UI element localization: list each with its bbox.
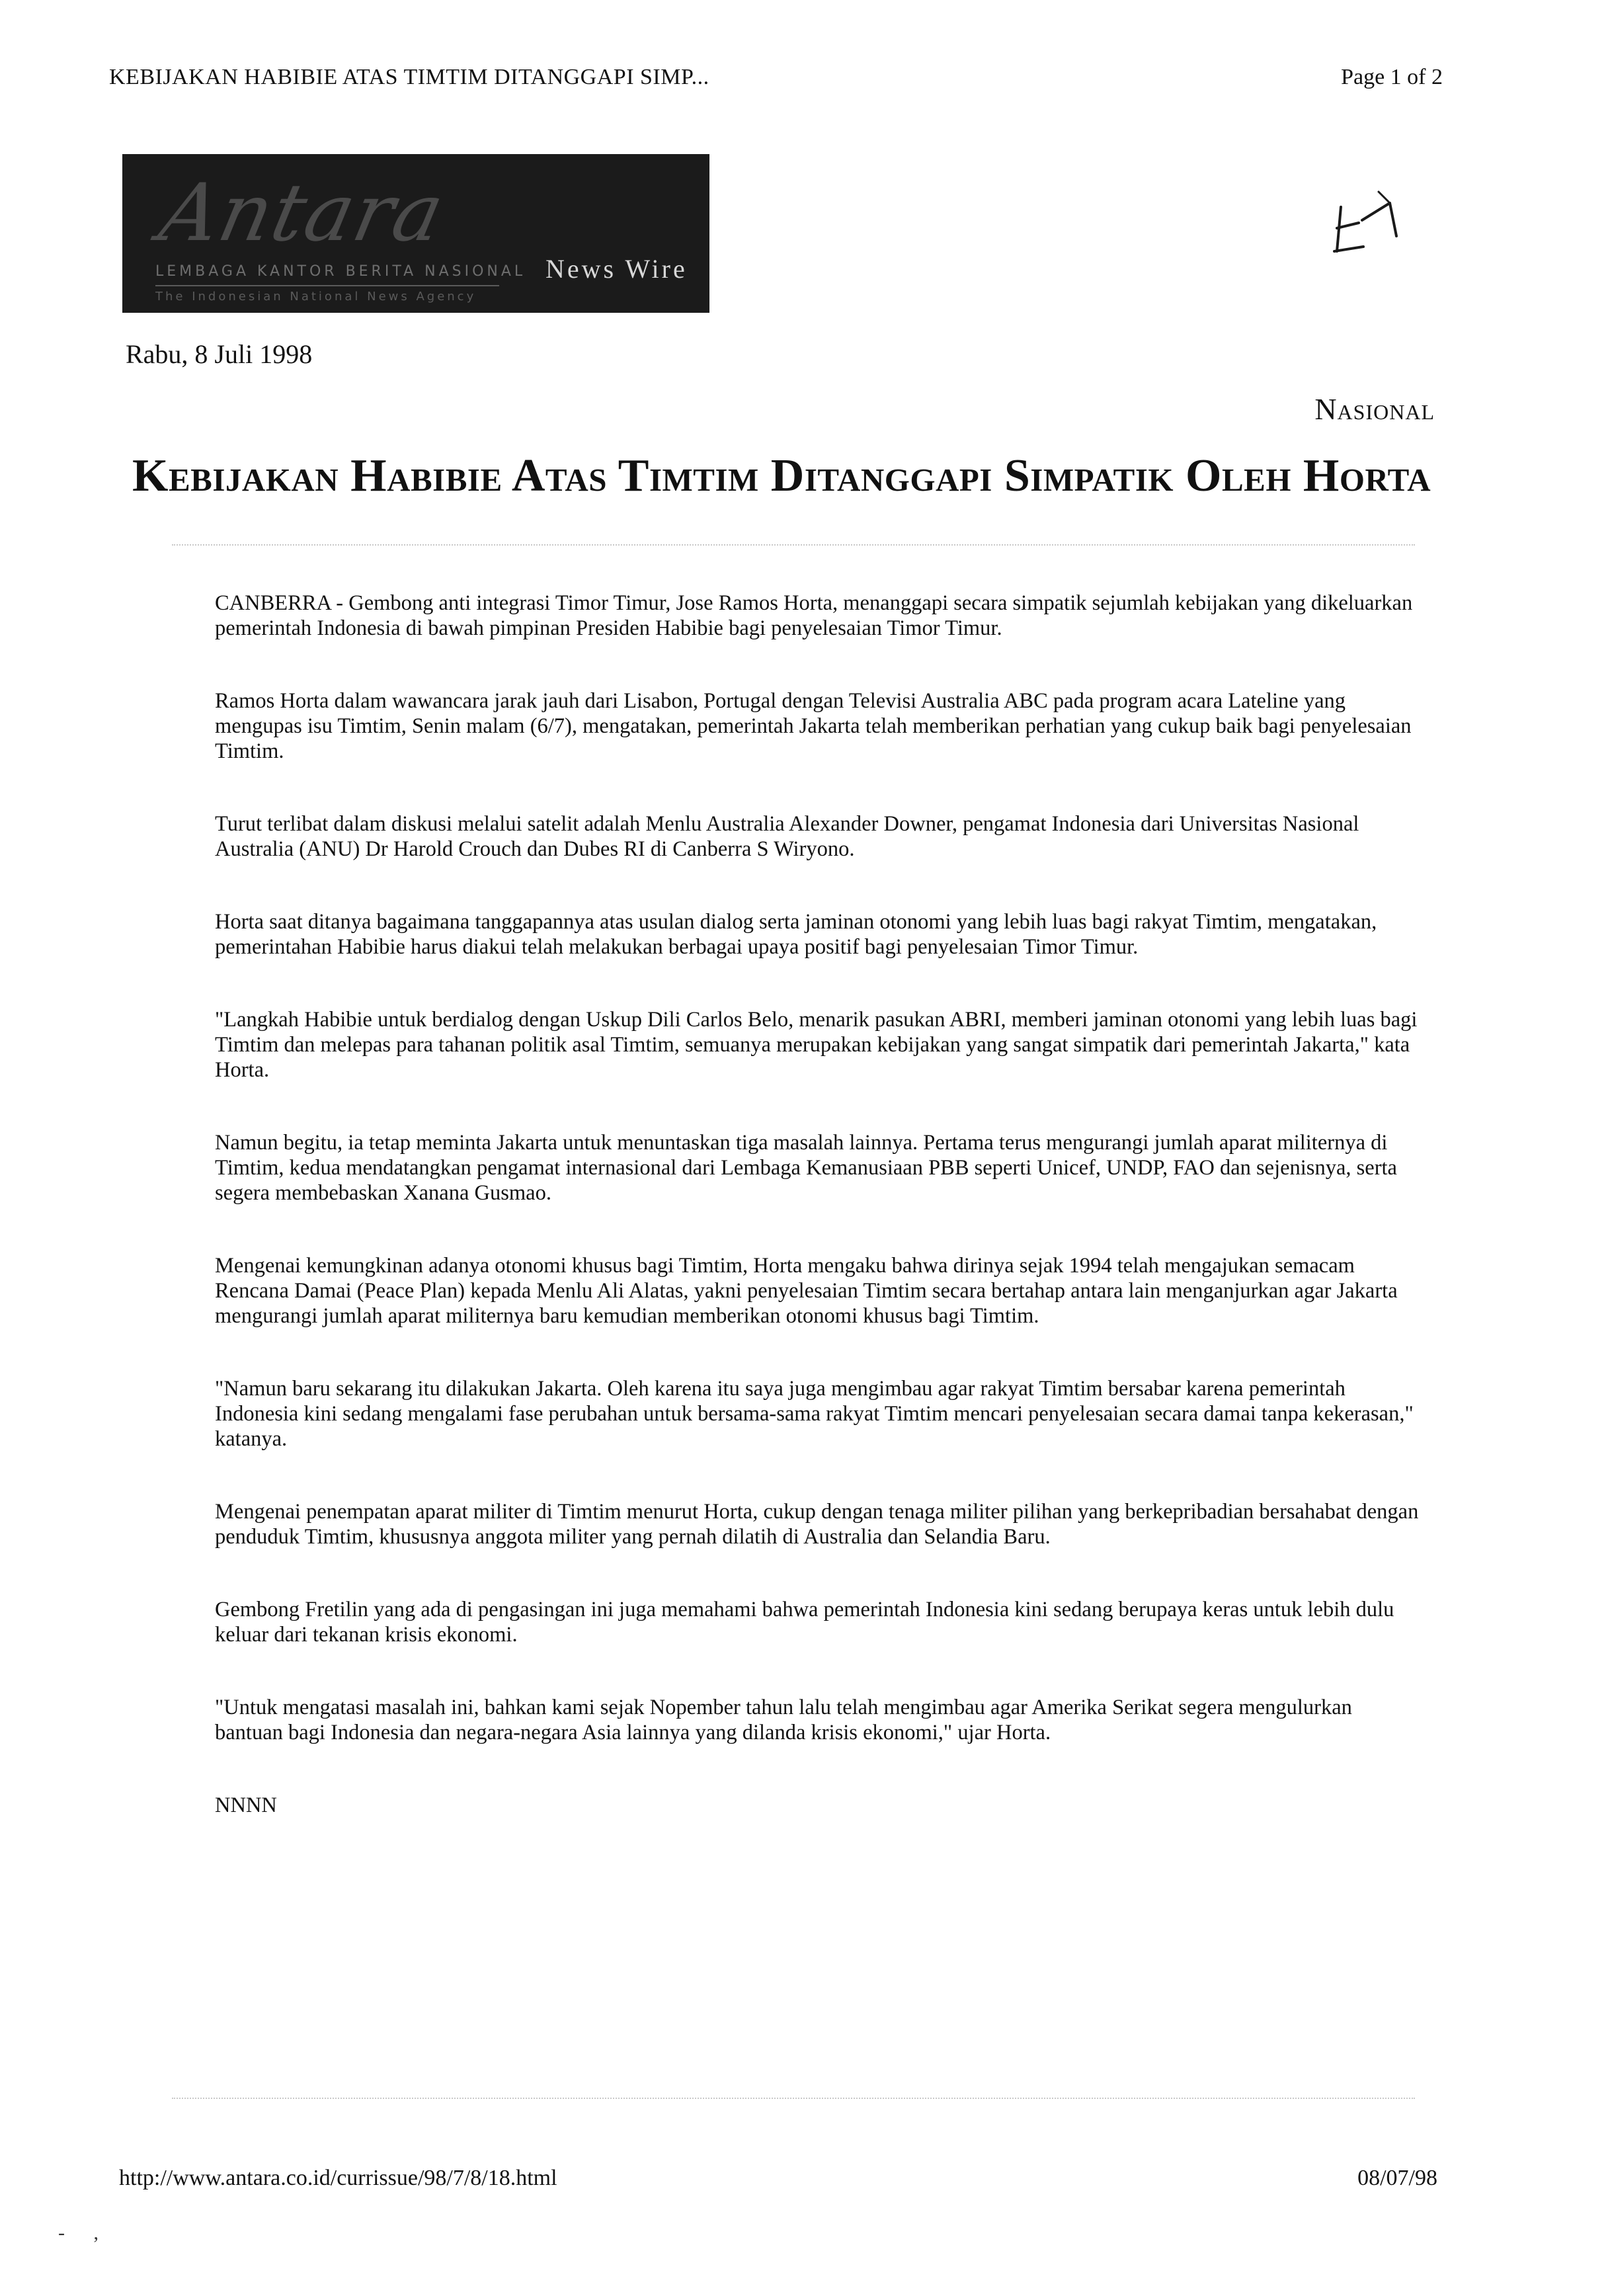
print-header-page-number: Page 1 of 2 xyxy=(1341,65,1443,89)
article-paragraph: "Namun baru sekarang itu dilakukan Jakarta. Oleh karena itu saya juga mengimbau agar rakyat Timtim bersabar karena pemerintah Indonesia kini sedang mengalami fase perubahan untuk bersama-sama rakyat Timtim mencari penyelesaian secara damai tanpa kekerasan," katanya. xyxy=(215,1377,1414,1451)
antara-newswire-banner xyxy=(122,154,709,313)
article-paragraph: "Untuk mengatasi masalah ini, bahkan kami sejak Nopember tahun lalu telah mengimbau agar Amerika Serikat segera mengulurkan bantuan bagi Indonesia dan negara-negara Asia lainnya yang dilanda krisis ekonomi," ujar Horta. xyxy=(215,1696,1352,1744)
footer-print-date: 08/07/98 xyxy=(1357,2166,1437,2190)
banner-newswire-label: News Wire xyxy=(545,254,688,284)
banner-logo-script: Antara xyxy=(152,167,453,259)
scan-artifact-mark: - , xyxy=(58,2222,110,2244)
article-paragraph: Turut terlibat dalam diskusi melalui satelit adalah Menlu Australia Alexander Downer, pengamat Indonesia dari Universitas Nasional Australia (ANU) Dr Harold Crouch dan Dubes RI di Canberra S Wiryono. xyxy=(215,812,1359,861)
article-paragraph: Horta saat ditanya bagaimana tanggapannya atas usulan dialog serta jaminan otonomi yang lebih luas bagi rakyat Timtim, mengatakan, pemerintahan Habibie harus diakui telah melakukan berbagai upaya positif bagi penyelesaian Timor Timur. xyxy=(215,910,1377,959)
article-paragraph: Namun begitu, ia tetap meminta Jakarta untuk menuntaskan tiga masalah lainnya. Pertama terus mengurangi jumlah aparat militernya di Timtim, kedua mendatangkan pengamat internasional dari Lembaga Kemanusiaan PBB seperti Unicef, UNDP, FAO dan sejenisnya, serta segera membebaskan Xanana Gusmao. xyxy=(215,1131,1397,1205)
banner-agency-name: LEMBAGA KANTOR BERITA NASIONAL xyxy=(155,263,526,280)
footer-source-url: http://www.antara.co.id/currissue/98/7/8/18.html xyxy=(119,2166,557,2190)
article-paragraph: "Langkah Habibie untuk berdialog dengan Uskup Dili Carlos Belo, menarik pasukan ABRI, memberi jaminan otonomi yang lebih luas bagi Timtim dan melepas para tahanan politik asal Timtim, semuanya merupakan kebijakan yang sangat simpatik dari pemerintah Jakarta," kata Horta. xyxy=(215,1008,1418,1082)
bottom-divider xyxy=(172,2098,1415,2099)
print-header-title: KEBIJAKAN HABIBIE ATAS TIMTIM DITANGGAPI SIMP... xyxy=(109,65,709,89)
article-section: Nasional xyxy=(1314,392,1435,426)
article-paragraph: Mengenai penempatan aparat militer di Timtim menurut Horta, cukup dengan tenaga militer pilihan yang berkepribadian bersahabat dengan penduduk Timtim, khususnya anggota militer yang pernah dilatih di Australia dan Selandia Baru. xyxy=(215,1500,1419,1549)
handwritten-annotation xyxy=(1322,188,1422,261)
banner-agency-name-english: The Indonesian National News Agency xyxy=(155,290,477,304)
article-paragraph: Gembong Fretilin yang ada di pengasingan ini juga memahami bahwa pemerintah Indonesia kini sedang berupaya keras untuk lebih dulu keluar dari tekanan krisis ekonomi. xyxy=(215,1598,1394,1647)
banner-divider xyxy=(155,285,499,286)
article-headline: Kebijakan Habibie Atas Timtim Ditanggapi Simpatik Oleh Horta xyxy=(132,450,1431,501)
article-body xyxy=(215,591,1425,1866)
article-date: Rabu, 8 Juli 1998 xyxy=(126,339,313,369)
article-paragraph: Ramos Horta dalam wawancara jarak jauh dari Lisabon, Portugal dengan Televisi Australia ABC pada program acara Lateline yang mengupas isu Timtim, Senin malam (6/7), mengatakan, pemerintah Jakarta telah memberikan perhatian yang cukup baik bagi penyelesaian Timtim. xyxy=(215,689,1412,763)
top-divider xyxy=(172,544,1415,546)
article-paragraph: CANBERRA - Gembong anti integrasi Timor Timur, Jose Ramos Horta, menanggapi secara simpatik sejumlah kebijakan yang dikeluarkan pemerintah Indonesia di bawah pimpinan Presiden Habibie bagi penyelesaian Timor Timur. xyxy=(215,591,1413,640)
article-paragraph: Mengenai kemungkinan adanya otonomi khusus bagi Timtim, Horta mengaku bahwa dirinya sejak 1994 telah mengajukan semacam Rencana Damai (Peace Plan) kepada Menlu Ali Alatas, yakni penyelesaian Timtim secara bertahap antara lain menganjurkan agar Jakarta mengurangi jumlah aparat militernya baru kemudian memberikan otonomi khusus bagi Timtim. xyxy=(215,1254,1398,1328)
article-signoff: NNNN xyxy=(215,1793,277,1817)
